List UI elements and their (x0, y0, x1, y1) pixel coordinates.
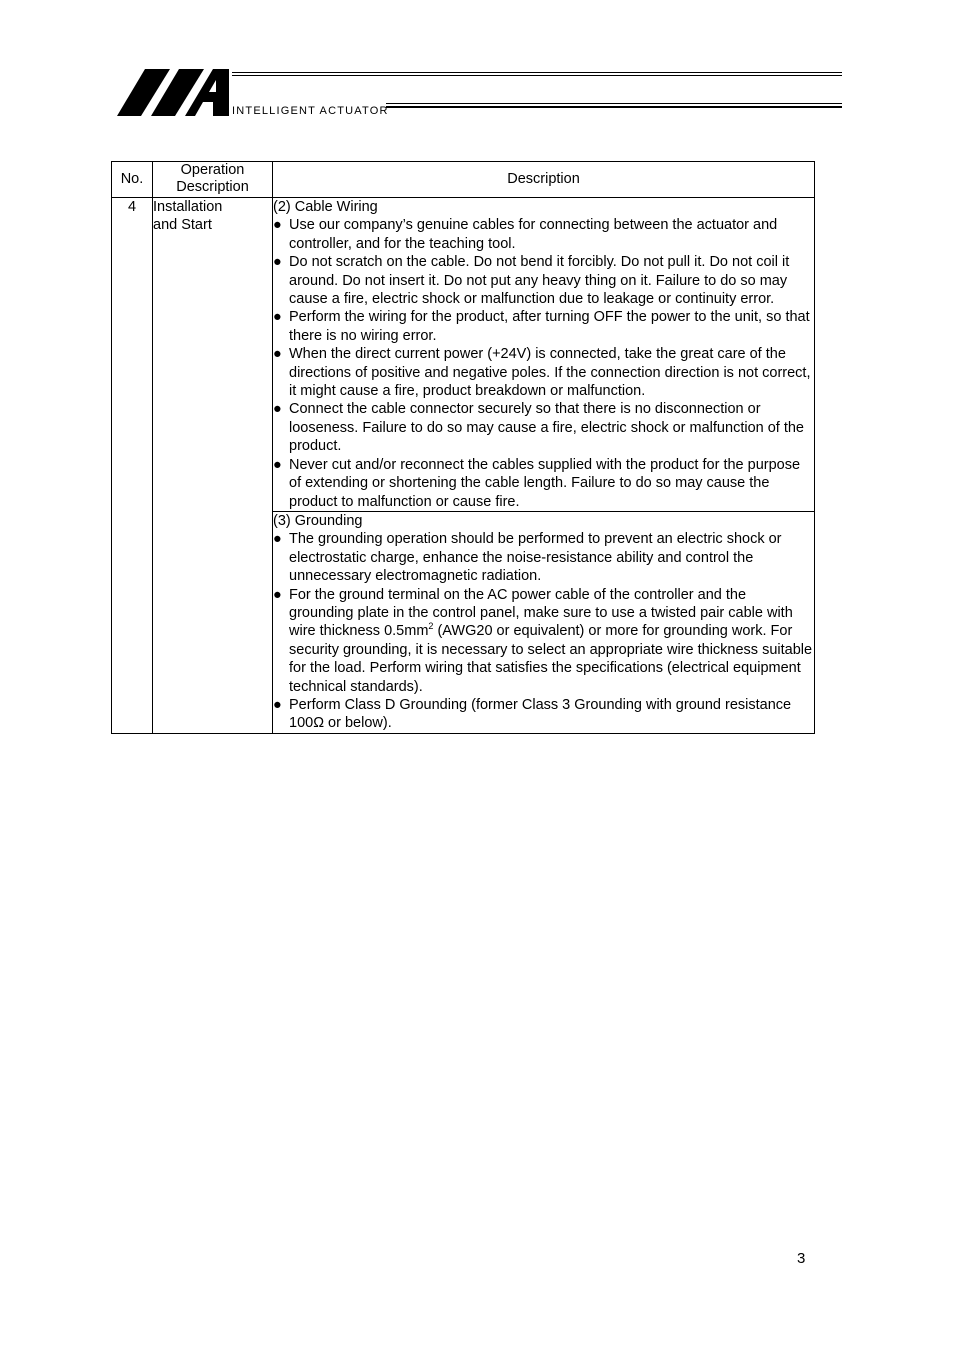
bullet-icon: ● (273, 531, 282, 548)
bullet-icon: ● (273, 346, 282, 363)
bullet-icon: ● (273, 401, 282, 418)
list-item (273, 308, 814, 345)
list-item (273, 216, 814, 253)
list-item-text: Use our company’s genuine cables for connecting between the actuator and controller, and for the teaching tool. (289, 217, 778, 252)
table-row (112, 198, 815, 512)
list-item-text-part: For the ground terminal on the AC power cable of the controller and the grounding plate in the control panel, make sure to use a twisted pair cable with wire thickness 0.5mm (289, 586, 793, 640)
header-rule-bottom (386, 103, 842, 104)
operations-table (111, 161, 815, 734)
page-number: 3 (797, 1250, 806, 1267)
section-cable-wiring (273, 198, 815, 512)
list-item-text: Perform the wiring for the product, after turning OFF the power to the unit, so that there is no wiring error. (289, 309, 810, 344)
header-description: Description (273, 162, 815, 198)
section-grounding (273, 511, 815, 733)
list-item (273, 586, 814, 696)
list-item-text: Do not scratch on the cable. Do not bend it forcibly. Do not pull it. Do not coil it around. Do not insert it. Do not put any heavy thing on it. Failure to do so may cause a fire, electric shock or malfunction due to leakage or continuity error. (289, 254, 790, 308)
header-rule-top-2 (232, 75, 842, 76)
row-number: 4 (112, 198, 153, 734)
bullet-icon: ● (273, 586, 282, 603)
list-item (273, 530, 814, 585)
brand-text: INTELLIGENT ACTUATOR (232, 105, 389, 117)
bullet-icon: ● (273, 456, 282, 473)
operation-label: Installation and Start (153, 199, 223, 234)
table-header-row (112, 162, 815, 198)
header-operation (153, 162, 273, 198)
list-item (273, 253, 814, 308)
list-item-text: Connect the cable connector securely so that there is no disconnection or looseness. Failure to do so may cause a fire, electric shock or malfunction of the product. (289, 401, 804, 455)
section-title: (3) Grounding (273, 512, 363, 529)
operation-cell (153, 198, 273, 734)
bullet-icon: ● (273, 309, 282, 326)
header-no: No. (112, 162, 153, 198)
bullet-icon: ● (273, 696, 282, 713)
list-item (273, 400, 814, 455)
iai-logo (117, 69, 229, 117)
list-item (273, 696, 814, 733)
list-item-text: Perform Class D Grounding (former Class 3 Grounding with ground resistance 100Ω or below). (289, 696, 792, 732)
list-item (273, 456, 814, 511)
superscript: 2 (428, 621, 434, 632)
list-item-text: When the direct current power (+24V) is connected, take the great care of the directions of positive and negative poles. If the connection direction is not correct, it might cause a fire, product breakdown or malfunction. (289, 346, 811, 400)
header-operation-label: Operation Description (176, 162, 249, 196)
section-title: (2) Cable Wiring (273, 199, 378, 215)
header-rule-bottom-2 (386, 106, 842, 108)
list-item-text-part: (AWG20 or equivalent) or more for grounding work. For security grounding, it is necessary to select an appropriate wire thickness suitable for the load. Perform wiring that satisfies the specifications (electrical equipment technical standards). (289, 623, 813, 695)
bullet-icon: ● (273, 254, 282, 271)
bullet-icon: ● (273, 217, 282, 234)
bullet-list (273, 216, 814, 511)
list-item-text: The grounding operation should be performed to prevent an electric shock or electrostatic charge, enhance the noise-resistance ability and control the unnecessary electromagnetic radiation. (289, 531, 782, 585)
list-item (273, 345, 814, 400)
header-rule-top (232, 72, 842, 73)
bullet-list (273, 530, 814, 732)
list-item-text: Never cut and/or reconnect the cables supplied with the product for the purpose of extending or shortening the cable length. Failure to do so may cause the product to malfunction or cause fire. (289, 456, 801, 510)
